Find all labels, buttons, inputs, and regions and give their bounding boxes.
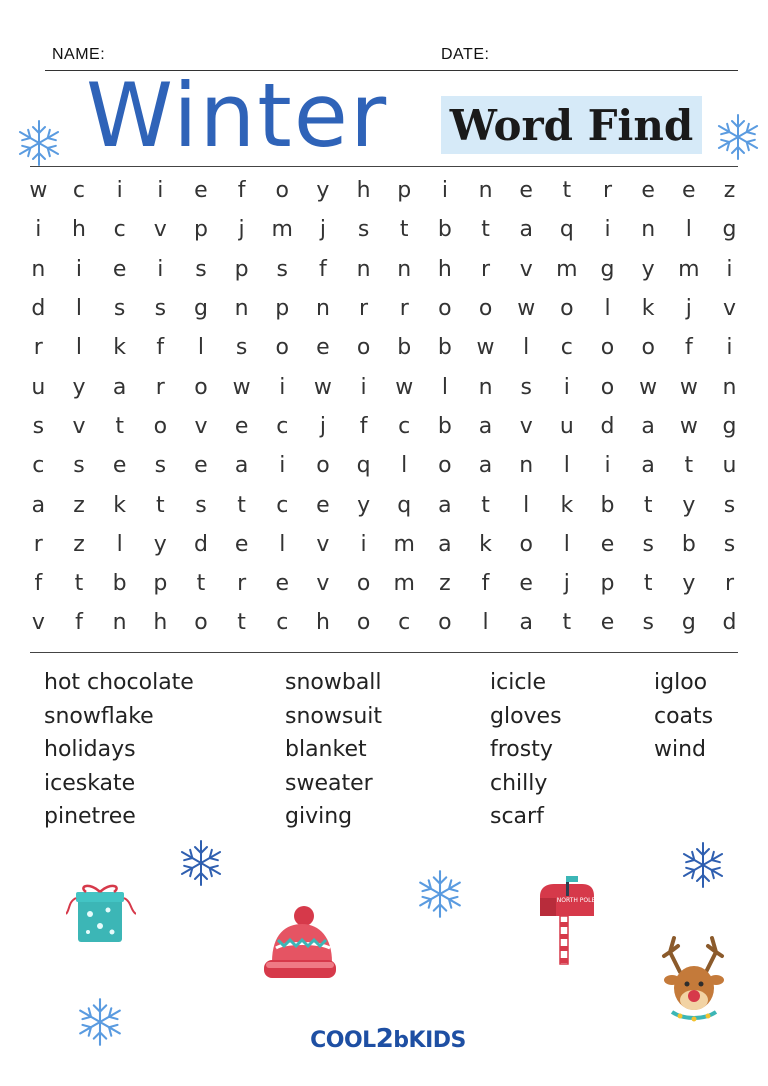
grid-letter: d [193,531,208,557]
grid-letter: a [478,413,493,439]
brand-part-2: 2 [375,1024,394,1054]
grid-letter: t [399,217,409,243]
grid-letter: v [194,413,208,439]
snowflake-icon [678,840,728,890]
grid-letter: a [478,453,493,479]
word-item: snowball [285,670,382,695]
grid-letter: j [238,217,245,243]
grid-letter: j [563,571,570,597]
grid-letter: i [279,453,286,479]
grid-letter: g [722,217,737,243]
grid-letter: r [602,178,613,204]
grid-letter: e [600,610,615,636]
grid-letter: n [356,256,371,282]
grid-letter: m [393,531,415,557]
grid-letter: t [237,610,246,636]
grid-letter: a [31,492,46,518]
grid-letter: o [438,453,452,479]
grid-letter: q [559,217,574,243]
grid-letter: a [641,413,655,439]
grid-letter: l [523,335,530,361]
grid-letter: o [275,335,289,361]
grid-letter: v [316,531,330,557]
word-item: sweater [285,770,373,796]
grid-letter: s [113,296,126,322]
grid-letter: f [156,335,165,361]
grid-letter: y [357,492,371,518]
grid-letter: d [722,610,737,636]
grid-letter: b [437,335,452,361]
word-item: snowflake [44,703,154,729]
letter-grid [18,171,750,643]
grid-letter: f [237,178,246,204]
grid-letter: r [33,335,43,361]
word-item: hot chocolate [44,670,194,695]
grid-letter: f [684,335,693,361]
grid-letter: f [34,571,43,597]
grid-letter: a [438,531,452,557]
grid-letter: s [723,492,736,518]
grid-letter: o [356,571,371,597]
grid-letter: a [438,492,452,518]
grid-letter: v [153,217,167,243]
grid-letter: j [319,217,326,243]
grid-letter: h [356,178,371,204]
grid-letter: e [275,571,290,597]
grid-letter: s [642,531,654,557]
grid-letter: a [234,453,249,479]
grid-letter: v [722,296,736,322]
grid-letter: s [154,453,167,479]
grid-row [18,171,750,210]
grid-letter: l [75,296,83,322]
grid-letter: t [155,492,165,518]
grid-letter: i [563,374,570,400]
grid-letter: t [562,610,572,636]
word-item: blanket [285,737,367,763]
grid-letter: b [397,335,412,361]
grid-letter: l [604,296,611,322]
grid-row [18,603,750,642]
grid-letter: g [193,296,208,322]
reindeer-icon [656,934,732,1024]
grid-letter: a [641,453,655,479]
grid-letter: c [276,610,289,636]
grid-letter: e [519,571,533,597]
grid-letter: e [194,178,208,204]
grid-letter: w [313,374,332,400]
grid-letter: c [276,492,289,518]
grid-letter: g [600,256,615,282]
grid-letter: p [234,256,249,282]
grid-letter: y [72,374,86,400]
grid-letter: w [679,413,698,439]
grid-letter: s [723,531,736,557]
grid-letter: l [685,217,692,243]
grid-row [18,525,750,564]
grid-letter: u [722,453,737,479]
grid-letter: t [643,492,653,518]
snowflake-icon [713,112,763,162]
grid-letter: y [682,492,696,518]
grid-letter: j [685,296,692,322]
grid-letter: e [519,178,533,204]
snowflake-icon [74,996,126,1048]
grid-letter: i [116,178,123,204]
grid-letter: s [357,217,370,243]
grid-letter: a [519,217,533,243]
grid-letter: w [476,335,495,361]
grid-letter: o [478,296,493,322]
grid-letter: t [643,571,653,597]
grid-letter: n [478,374,493,400]
grid-letter: o [600,335,615,361]
grid-letter: w [517,296,536,322]
grid-letter: h [437,256,452,282]
grid-letter: k [641,296,655,322]
grid-letter: c [560,335,573,361]
grid-letter: l [197,335,205,361]
grid-letter: t [196,571,206,597]
grid-letter: v [519,256,533,282]
word-item: holidays [44,737,136,763]
grid-letter: y [153,531,167,557]
grid-letter: f [359,413,368,439]
grid-row [18,367,750,406]
grid-letter: s [154,296,167,322]
grid-letter: o [438,296,452,322]
grid-letter: b [600,492,615,518]
grid-letter: v [519,413,533,439]
grid-letter: n [478,178,493,204]
grid-letter: k [113,335,127,361]
grid-letter: e [682,178,696,204]
grid-letter: h [315,610,330,636]
grid-letter: t [237,492,246,518]
grid-letter: m [556,256,578,282]
word-list-column-2 [285,666,382,834]
grid-letter: z [439,571,451,597]
grid-letter: w [232,374,251,400]
grid-letter: l [563,453,570,479]
grid-letter: b [437,217,452,243]
grid-letter: e [641,178,655,204]
word-item: scarf [490,804,544,830]
grid-letter: k [479,531,492,557]
grid-letter: g [681,610,696,636]
grid-letter: o [641,335,655,361]
grid-letter: n [234,296,249,322]
grid-letter: l [482,610,489,636]
grid-letter: t [684,453,694,479]
grid-letter: o [194,610,208,636]
grid-letter: e [316,492,330,518]
grid-row [18,446,750,485]
grid-letter: r [724,571,734,597]
grid-letter: i [441,178,448,204]
grid-letter: w [679,374,698,400]
grid-letter: o [153,413,168,439]
word-item: wind [654,737,707,763]
grid-letter: n [641,217,656,243]
grid-letter: r [481,256,491,282]
grid-letter: o [356,610,371,636]
mailbox-label: NORTH POLE [556,897,596,904]
word-item: icicle [490,670,547,695]
grid-letter: z [723,178,736,204]
grid-letter: t [481,492,490,518]
grid-letter: u [559,413,574,439]
word-list-column-4 [654,666,713,767]
grid-letter: f [319,256,327,282]
grid-letter: c [32,453,45,479]
grid-letter: o [356,335,371,361]
word-item: giving [285,804,353,830]
grid-letter: t [115,413,124,439]
gift-box-icon [66,880,136,946]
snowflake-icon [414,868,466,920]
grid-letter: r [359,296,369,322]
grid-letter: o [194,374,208,400]
grid-letter: c [72,178,86,204]
grid-letter: e [112,256,127,282]
grid-letter: y [316,178,330,204]
grid-letter: q [397,492,412,518]
grid-letter: n [722,374,737,400]
grid-letter: s [276,256,288,282]
grid-row [18,250,750,289]
grid-letter: i [157,256,164,282]
grid-letter: h [153,610,168,636]
grid-letter: j [319,413,326,439]
grid-letter: u [31,374,46,400]
grid-letter: i [35,217,42,243]
grid-letter: l [441,374,448,400]
grid-letter: r [237,571,247,597]
grid-letter: y [682,571,696,597]
grid-letter: l [279,531,286,557]
grid-letter: t [481,217,490,243]
grid-letter: e [234,413,249,439]
grid-letter: i [360,531,367,557]
grid-letter: k [113,492,127,518]
grid-letter: n [31,256,46,282]
grid-letter: l [523,492,530,518]
grid-letter: i [279,374,286,400]
grid-letter: f [75,610,83,636]
word-item: igloo [654,670,708,695]
grid-letter: a [112,374,127,400]
grid-letter: o [519,531,533,557]
grid-bottom-divider [30,652,738,653]
grid-letter: g [722,413,737,439]
grid-letter: s [195,492,207,518]
grid-letter: k [560,492,574,518]
grid-letter: h [72,217,86,243]
grid-letter: p [153,571,168,597]
grid-letter: n [315,296,330,322]
grid-letter: z [73,492,85,518]
grid-letter: c [398,610,411,636]
grid-letter: q [356,453,371,479]
grid-letter: p [397,178,412,204]
grid-letter: s [195,256,207,282]
word-item: pinetree [44,804,136,830]
grid-letter: o [316,453,330,479]
name-label: NAME: [52,46,106,63]
grid-letter: e [194,453,208,479]
grid-letter: b [681,531,696,557]
grid-letter: t [562,178,572,204]
word-list-column-1 [44,666,194,834]
word-item: iceskate [44,770,136,796]
grid-row [18,328,750,367]
grid-letter: v [31,610,45,636]
grid-letter: w [395,374,414,400]
word-item: gloves [490,703,562,729]
grid-row [18,485,750,524]
word-item: snowsuit [285,703,383,729]
grid-letter: n [397,256,412,282]
grid-letter: e [112,453,127,479]
grid-letter: i [360,374,367,400]
grid-letter: v [72,413,86,439]
brand-logo [308,1024,468,1052]
title-word-find [441,96,702,154]
grid-letter: b [437,413,452,439]
grid-letter: l [116,531,123,557]
grid-letter: v [316,571,330,597]
word-item: chilly [490,770,548,796]
grid-row [18,564,750,603]
grid-letter: t [74,571,84,597]
grid-letter: o [275,178,289,204]
date-label: DATE: [441,46,490,63]
grid-row [18,407,750,446]
grid-letter: w [639,374,658,400]
grid-letter: i [726,335,733,361]
grid-letter: i [604,217,611,243]
grid-letter: p [275,296,290,322]
grid-letter: c [276,413,289,439]
grid-letter: s [642,610,654,636]
grid-letter: s [32,413,45,439]
grid-letter: c [113,217,126,243]
grid-letter: d [31,296,46,322]
title-word-find-text: Word Find [449,100,694,150]
grid-letter: s [520,374,532,400]
grid-row [18,289,750,328]
winter-hat-icon [262,904,338,982]
grid-letter: e [600,531,615,557]
grid-letter: w [29,178,48,204]
grid-letter: p [600,571,615,597]
grid-letter: y [641,256,655,282]
grid-letter: i [75,256,83,282]
grid-letter: r [33,531,43,557]
grid-letter: e [234,531,249,557]
grid-letter: c [398,413,411,439]
brand-part-3: bKIDS [393,1028,466,1053]
grid-letter: z [73,531,85,557]
grid-row [18,210,750,249]
grid-letter: l [563,531,570,557]
grid-letter: s [73,453,85,479]
grid-letter: i [157,178,164,204]
grid-letter: n [112,610,127,636]
grid-top-divider [30,166,738,167]
grid-letter: l [75,335,83,361]
grid-letter: d [600,413,615,439]
grid-letter: s [235,335,248,361]
snowflake-icon [176,838,226,888]
grid-letter: b [112,571,127,597]
grid-letter: r [399,296,409,322]
grid-letter: a [519,610,533,636]
grid-letter: e [316,335,330,361]
grid-letter: i [604,453,611,479]
grid-letter: m [678,256,700,282]
grid-letter: o [560,296,574,322]
grid-letter: n [519,453,534,479]
grid-letter: o [438,610,452,636]
grid-letter: o [600,374,615,400]
word-item: frosty [490,737,553,763]
grid-letter: l [401,453,408,479]
title-winter: Winter [86,64,389,167]
word-item: coats [654,703,714,729]
grid-letter: m [393,571,415,597]
mailbox-icon [536,876,598,966]
grid-letter: f [481,571,490,597]
word-list-column-3 [490,666,562,834]
grid-letter: p [193,217,208,243]
grid-letter: i [726,256,733,282]
brand-part-1: COOL [310,1028,376,1053]
grid-letter: m [271,217,293,243]
snowflake-icon [14,118,64,168]
grid-letter: r [155,374,165,400]
